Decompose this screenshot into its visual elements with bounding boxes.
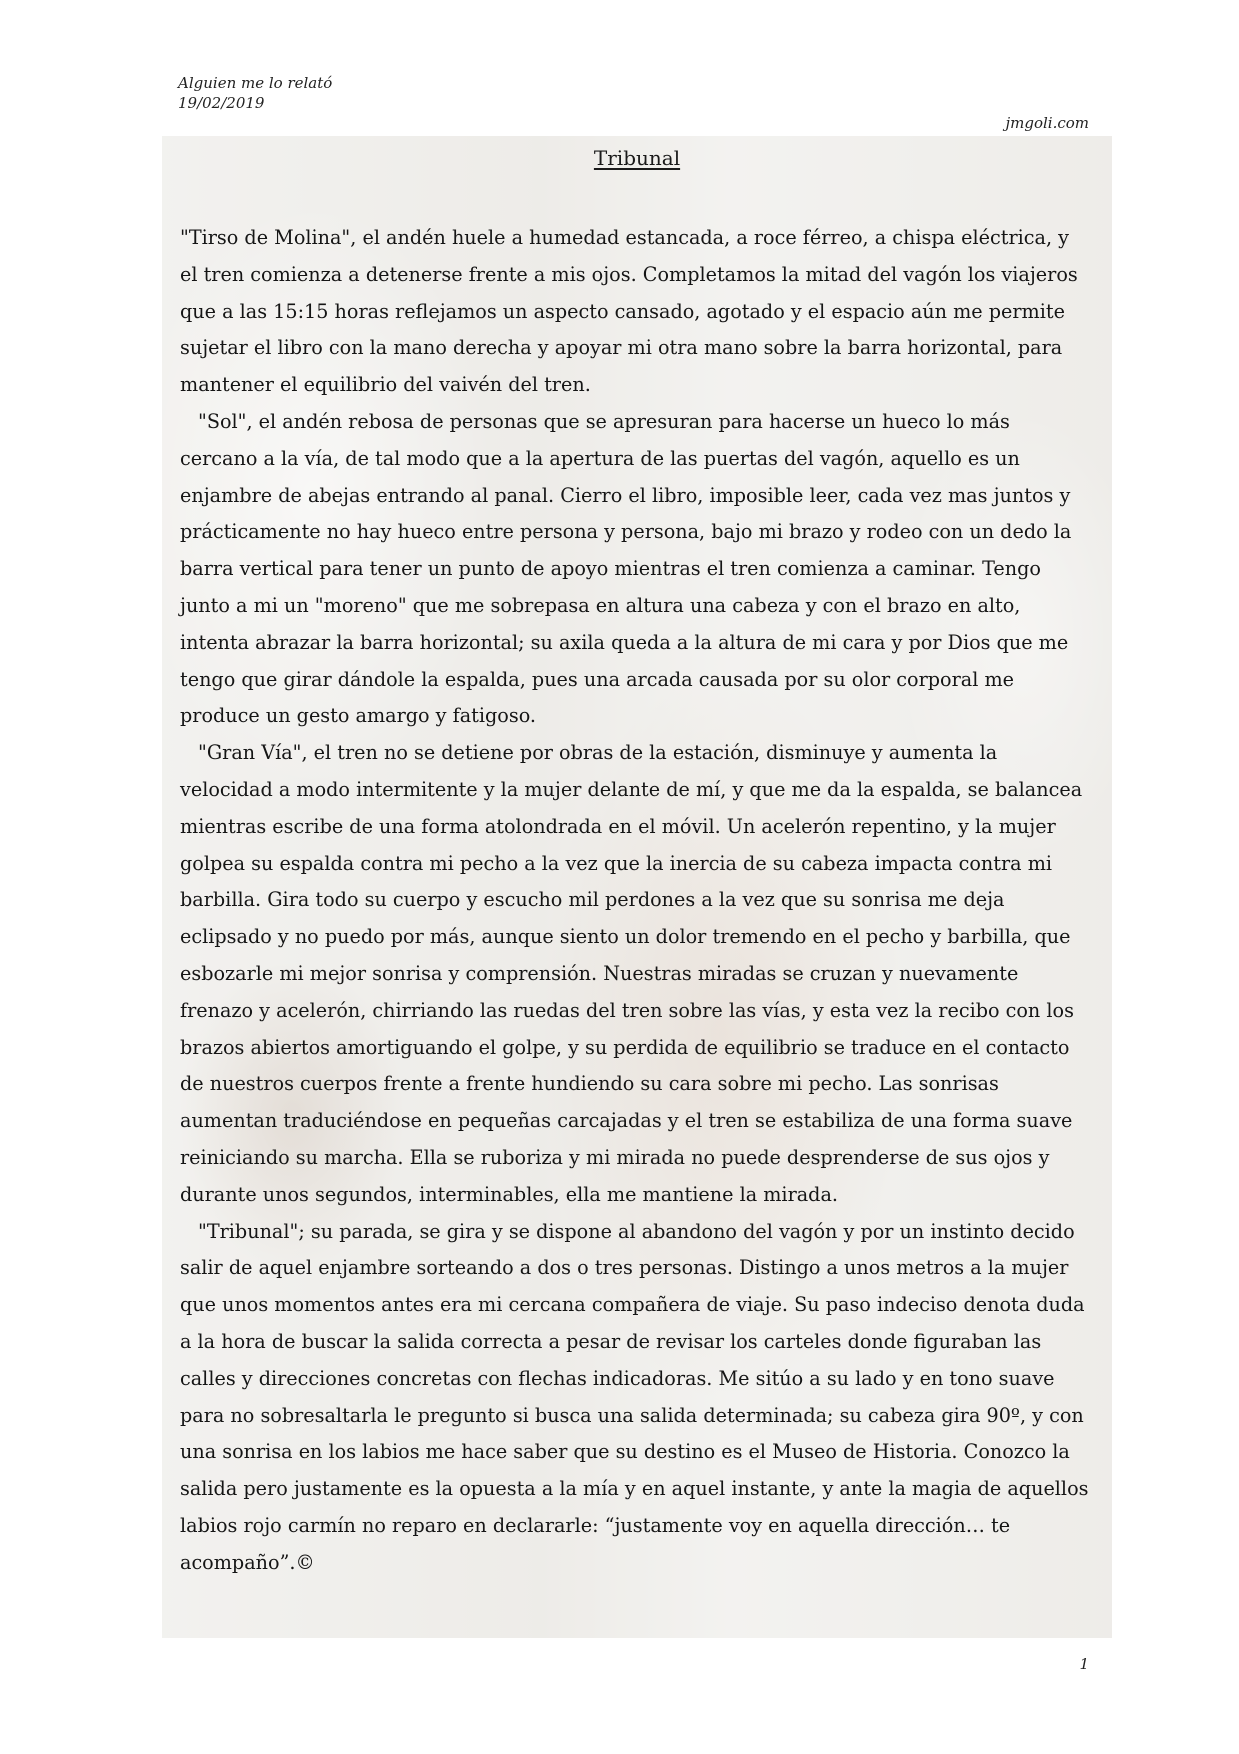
header-left	[178, 73, 332, 113]
page-title: Tribunal	[593, 146, 681, 170]
paragraph-3: "Gran Vía", el tren no se detiene por obras de la estación, disminuye y aumenta la velocidad a modo intermitente y la mujer delante de mí, y que me da la espalda, se balancea mientras escribe de una forma atolondrada en el móvil. Un acelerón repentino, y la mujer golpea su espalda contra mi pecho a la vez que la inercia de su cabeza impacta contra mi barbilla. Gira todo su cuerpo y escucho mil perdones a la vez que su sonrisa me deja eclipsado y no puedo por más, aunque siento un dolor tremendo en el pecho y barbilla, que esbozarle mi mejor sonrisa y comprensión. Nuestras miradas se cruzan y nuevamente frenazo y acelerón, chirriando las ruedas del tren sobre las vías, y esta vez la recibo con los brazos abiertos amortiguando el golpe, y su perdida de equilibrio se traduce en el contacto de nuestros cuerpos frente a frente hundiendo su cara sobre mi pecho. Las sonrisas aumentan traduciéndose en pequeñas carcajadas y el tren se estabiliza de una forma suave reiniciando su marcha. Ella se ruboriza y mi mirada no puede desprenderse de sus ojos y durante unos segundos, interminables, ella me mantiene la mirada.	[180, 741, 1083, 1206]
paragraph-4: "Tribunal"; su parada, se gira y se dispone al abandono del vagón y por un instinto decido salir de aquel enjambre sorteando a dos o tres personas. Distingo a unos metros a la mujer que unos momentos antes era mi cercana compañera de viaje. Su paso indeciso denota duda a la hora de buscar la salida correcta a pesar de revisar los carteles donde figuraban las calles y direcciones concretas con flechas indicadoras. Me sitúo a su lado y en tono suave para no sobresaltarla le pregunto si busca una salida determinada; su cabeza gira 90º, y con una sonrisa en los labios me hace saber que su destino es el Museo de Historia. Conozco la salida pero justamente es la opuesta a la mía y en aquel instante, y ante la magia de aquellos labios rojo carmín no reparo en declararle: “justamente voy en aquella dirección… te acompaño”.©	[180, 1219, 1089, 1574]
paragraph-2: "Sol", el andén rebosa de personas que se apresuran para hacerse un hueco lo más cercano a la vía, de tal modo que a la apertura de las puertas del vagón, aquello es un enjambre de abejas entrando al panal. Cierro el libro, imposible leer, cada vez mas juntos y prácticamente no hay hueco entre persona y persona, bajo mi brazo y rodeo con un dedo la barra vertical para tener un punto de apoyo mientras el tren comienza a caminar. Tengo junto a mi un "moreno" que me sobrepasa en altura una cabeza y con el brazo en alto, intenta abrazar la barra horizontal; su axila queda a la altura de mi cara y por Dios que me tengo que girar dándole la espalda, pues una arcada causada por su olor corporal me produce un gesto amargo y fatigoso.	[180, 409, 1072, 728]
text-panel	[162, 136, 1112, 1638]
paragraph-1: "Tirso de Molina", el andén huele a humedad estancada, a roce férreo, a chispa eléctrica, y el tren comienza a detenerse frente a mis ojos. Completamos la mitad del vagón los viajeros que a las 15:15 horas reflejamos un aspecto cansado, agotado y el espacio aún me permite sujetar el libro con la mano derecha y apoyar mi otra mano sobre la barra horizontal, para mantener el equilibrio del vaivén del tren.	[180, 226, 1078, 397]
series-title: Alguien me lo relató	[178, 74, 333, 92]
site-name: jmgoli.com	[1005, 114, 1089, 132]
page-number: 1	[1079, 1655, 1089, 1673]
story-body	[180, 220, 1092, 1581]
publication-date: 19/02/2019	[178, 94, 265, 112]
